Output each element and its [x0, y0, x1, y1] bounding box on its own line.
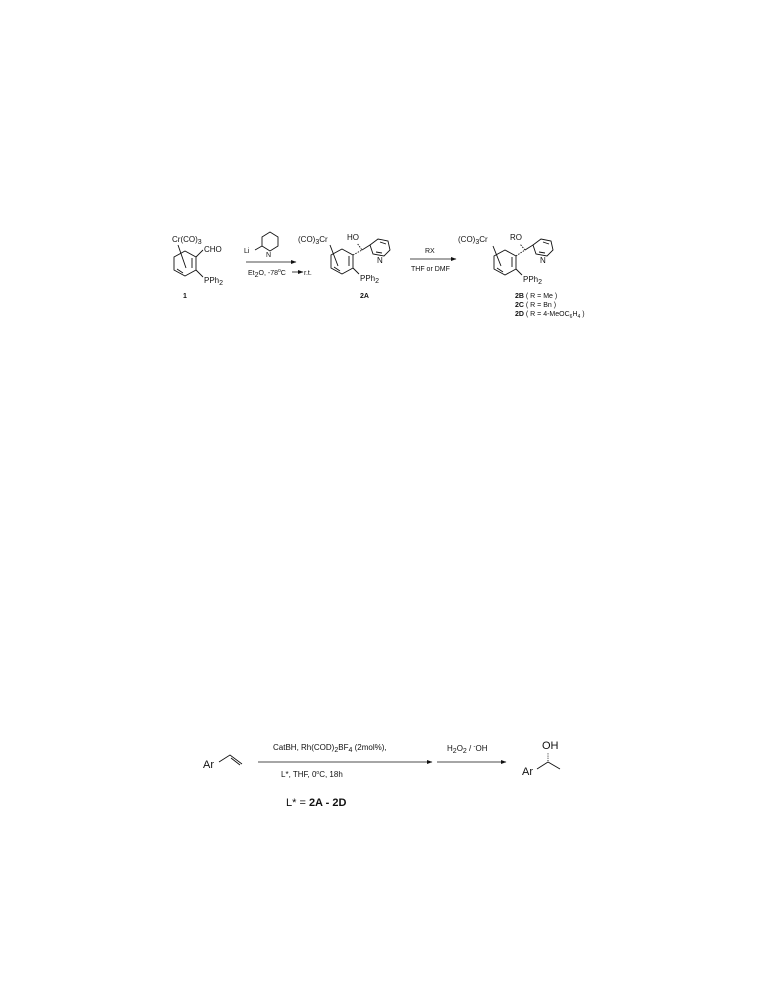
cr-co3-label: Cr(CO)3: [172, 235, 202, 246]
scheme2-step-1: [258, 743, 432, 779]
compound-2b-2d: [458, 233, 585, 320]
hydroboration-reagents: CatBH, Rh(COD)2BF4 (2mol%),: [273, 743, 387, 754]
oxidation-reagents: H2O2 / -OH: [447, 744, 488, 755]
reagent-n-label: N: [266, 252, 272, 259]
solvent-label: THF or DMF: [411, 266, 450, 273]
product-2b: 2B ( R = Me ): [515, 293, 558, 300]
compound-label-2a: 2A: [360, 293, 369, 300]
benzene-ring-2a: [331, 249, 353, 274]
pph2-label-2b: PPh2: [523, 275, 543, 286]
scheme-1: [172, 232, 585, 320]
ho-label: HO: [347, 233, 359, 242]
step-2: [410, 248, 456, 273]
metal-bond: [178, 245, 186, 268]
product-ar: Ar: [522, 766, 533, 778]
li-label: Li: [244, 248, 250, 255]
scheme2-step-2: [437, 744, 506, 762]
pyridine-ring-2b: [533, 239, 553, 256]
benzene-ring-1: [174, 251, 196, 276]
compound-2a: [298, 233, 390, 300]
pph2-label: PPh2: [204, 276, 224, 287]
pyridine-n-2b: N: [540, 256, 546, 265]
step1-rt: r.t.: [304, 270, 312, 277]
co3cr-label: (CO)3Cr: [298, 235, 328, 246]
compound-label-1: 1: [183, 293, 187, 300]
substrate-styrene: [203, 755, 242, 771]
product-2c: 2C ( R = Bn ): [515, 302, 557, 309]
substrate-ar: Ar: [203, 759, 214, 771]
pph2-label-2a: PPh2: [360, 274, 380, 285]
scheme-2: [203, 740, 560, 809]
benzene-ring-2b: [494, 250, 516, 275]
ligand-definition: L* = 2A - 2D: [286, 797, 347, 809]
pyridine-reagent: [262, 232, 278, 251]
compound-1: [172, 235, 223, 300]
ro-label: RO: [510, 233, 522, 242]
product-oh: OH: [542, 740, 559, 752]
rx-label: RX: [425, 248, 435, 255]
product-alcohol: [522, 740, 560, 778]
co3cr-label-2: (CO)3Cr: [458, 235, 488, 246]
hydroboration-conditions: L*, THF, 0$^o$C, 18h: [281, 770, 343, 779]
cho-label: CHO: [204, 245, 222, 254]
pyridine-ring-2a: [370, 239, 390, 256]
step1-conditions: Et2O, -78$^o$C: [248, 268, 286, 279]
product-2d: 2D ( $R = 4-MeOC_6H_4$ ): [515, 311, 585, 320]
pyridine-n-2a: N: [377, 256, 383, 265]
